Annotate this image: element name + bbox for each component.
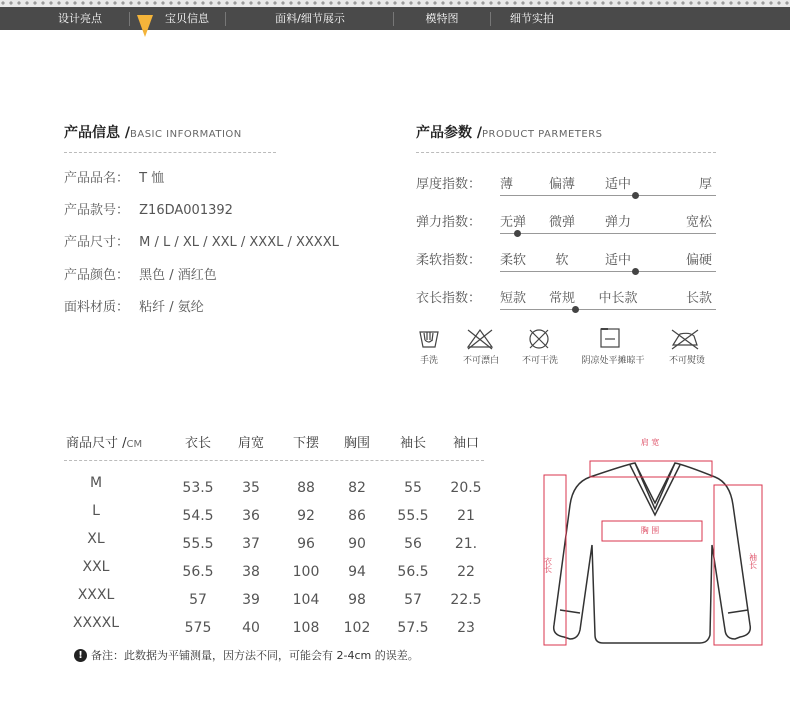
basic-info-heading xyxy=(64,122,242,142)
param-selected-dot xyxy=(514,230,521,237)
table-value-cell: 22.5 xyxy=(450,592,482,608)
parameters-title: 产品参数 / xyxy=(416,125,482,141)
warning-icon: ! xyxy=(74,649,87,662)
info-label: 产品颜色： xyxy=(64,268,130,283)
info-value: T 恤 xyxy=(139,171,165,186)
param-option: 中长款 xyxy=(598,291,638,306)
table-value-cell: 39 xyxy=(242,592,260,608)
dry-flat-shade-icon xyxy=(601,329,619,347)
measurement-guides xyxy=(544,461,762,645)
note-text: 备注：此数据为平铺测量，因方法不同，可能会有 2-4cm 的误差。 xyxy=(91,649,419,662)
nav-active-pointer xyxy=(137,15,153,37)
table-value-cell: 90 xyxy=(348,536,366,552)
dotted-border xyxy=(0,0,790,7)
param-option: 适中 xyxy=(604,177,631,192)
garment-diagram xyxy=(540,425,770,655)
table-column-header: 袖长 xyxy=(399,436,426,451)
table-value-cell: 57 xyxy=(189,592,207,608)
param-option: 偏薄 xyxy=(548,177,575,192)
table-size-cell: XXXL xyxy=(77,587,115,603)
table-column-header: 袖口 xyxy=(452,436,479,451)
table-value-cell: 108 xyxy=(292,620,320,636)
param-option: 厚 xyxy=(698,177,712,192)
table-value-cell: 57 xyxy=(404,592,422,608)
info-value: 粘纤 / 氨纶 xyxy=(139,300,204,315)
table-value-cell: 57.5 xyxy=(397,620,429,636)
param-scale-line xyxy=(500,309,716,310)
measurement-note xyxy=(74,647,419,663)
param-option: 宽松 xyxy=(685,215,712,230)
table-value-cell: 35 xyxy=(242,480,260,496)
table-value-cell: 21 xyxy=(457,508,475,524)
param-option: 短款 xyxy=(500,291,527,306)
table-value-cell: 56.5 xyxy=(182,564,214,580)
table-value-cell: 55.5 xyxy=(397,508,429,524)
table-value-cell: 40 xyxy=(242,620,260,636)
basic-info-title: 产品信息 / xyxy=(64,125,130,141)
info-row-material xyxy=(64,296,204,315)
table-value-cell: 23 xyxy=(457,620,475,636)
table-value-cell: 21. xyxy=(454,536,478,552)
table-value-cell: 100 xyxy=(292,564,320,580)
param-option: 柔软 xyxy=(500,253,527,268)
table-value-cell: 96 xyxy=(297,536,315,552)
divider xyxy=(416,152,716,153)
hand-wash-icon xyxy=(420,332,438,347)
no-bleach-icon xyxy=(468,330,492,349)
info-row-name xyxy=(64,167,164,186)
size-table-title xyxy=(66,432,142,451)
param-scale-line xyxy=(500,195,716,196)
no-dry-clean-icon xyxy=(530,330,548,348)
info-label: 面料材质： xyxy=(64,300,130,315)
basic-info-subtitle: BASIC INFORMATION xyxy=(130,129,242,140)
table-column-header: 衣长 xyxy=(184,436,211,451)
table-value-cell: 94 xyxy=(348,564,366,580)
parameters-subtitle: PRODUCT PARMETERS xyxy=(482,129,603,140)
divider xyxy=(64,152,276,153)
param-option: 软 xyxy=(555,253,569,268)
param-selected-dot xyxy=(632,192,639,199)
care-label: 阴凉处平摊晾干 xyxy=(581,356,645,366)
length-label: 衣长 xyxy=(543,557,553,573)
param-option: 长款 xyxy=(685,291,712,306)
care-label: 不可漂白 xyxy=(462,356,499,366)
param-option: 微弹 xyxy=(548,215,575,230)
table-value-cell: 575 xyxy=(184,620,212,636)
table-value-cell: 36 xyxy=(242,508,260,524)
table-value-cell: 102 xyxy=(343,620,371,636)
nav-item-detail[interactable]: 细节实拍 xyxy=(510,12,554,25)
sleeve-label: 袖长 xyxy=(748,553,758,569)
info-value: 黑色 / 酒红色 xyxy=(139,268,217,283)
param-label: 柔软指数： xyxy=(416,253,482,268)
table-value-cell: 54.5 xyxy=(182,508,214,524)
chest-label: 胸 围 xyxy=(640,526,660,535)
info-label: 产品尺寸： xyxy=(64,235,130,250)
care-icons-svg xyxy=(416,327,716,353)
table-size-cell: XL xyxy=(87,531,105,547)
info-label: 产品品名： xyxy=(64,171,130,186)
param-selected-dot xyxy=(572,306,579,313)
table-value-cell: 37 xyxy=(242,536,260,552)
nav-divider xyxy=(129,12,130,26)
param-option: 偏硬 xyxy=(685,253,712,268)
parameters-heading xyxy=(416,122,603,142)
care-label: 手洗 xyxy=(419,356,438,366)
info-value: M / L / XL / XXL / XXXL / XXXXL xyxy=(139,235,339,250)
param-scale-line xyxy=(500,233,716,234)
size-table-label: 商品尺寸 / xyxy=(66,436,127,451)
divider xyxy=(64,460,484,461)
param-option: 无弹 xyxy=(500,215,527,230)
size-table-unit: CM xyxy=(126,439,143,450)
table-size-cell: XXXXL xyxy=(72,615,120,631)
table-value-cell: 38 xyxy=(242,564,260,580)
nav-divider xyxy=(490,12,491,26)
param-label: 衣长指数： xyxy=(416,291,482,306)
table-value-cell: 20.5 xyxy=(450,480,482,496)
care-icons-row xyxy=(416,327,716,367)
table-column-header: 胸围 xyxy=(343,436,370,451)
param-selected-dot xyxy=(632,268,639,275)
info-row-color xyxy=(64,264,217,283)
no-iron-icon xyxy=(672,330,698,349)
param-label: 弹力指数： xyxy=(416,215,482,230)
table-value-cell: 82 xyxy=(348,480,366,496)
table-value-cell: 22 xyxy=(457,564,475,580)
table-size-cell: L xyxy=(92,503,100,519)
table-value-cell: 56.5 xyxy=(397,564,429,580)
table-value-cell: 92 xyxy=(297,508,315,524)
nav-item-design[interactable]: 设计亮点 xyxy=(58,12,102,25)
info-row-size xyxy=(64,231,339,250)
care-label: 不可熨烫 xyxy=(668,356,705,366)
table-value-cell: 55 xyxy=(404,480,422,496)
nav-divider xyxy=(225,12,226,26)
table-size-cell: M xyxy=(89,475,103,491)
table-value-cell: 53.5 xyxy=(182,480,214,496)
table-column-header: 下摆 xyxy=(292,436,319,451)
param-option: 常规 xyxy=(548,291,575,306)
table-value-cell: 104 xyxy=(292,592,320,608)
param-label: 厚度指数： xyxy=(416,177,482,192)
nav-divider xyxy=(393,12,394,26)
info-label: 产品款号： xyxy=(64,203,130,218)
info-value: Z16DA001392 xyxy=(139,203,233,218)
tshirt-outline xyxy=(554,463,751,643)
table-value-cell: 56 xyxy=(404,536,422,552)
table-value-cell: 86 xyxy=(348,508,366,524)
nav-item-fabric[interactable]: 面料/细节展示 xyxy=(275,12,345,25)
table-size-cell: XXL xyxy=(82,559,110,575)
shoulder-label: 肩 宽 xyxy=(640,438,660,447)
table-column-header: 肩宽 xyxy=(237,436,264,451)
param-scale-line xyxy=(500,271,716,272)
nav-item-info[interactable]: 宝贝信息 xyxy=(165,12,209,25)
table-value-cell: 55.5 xyxy=(182,536,214,552)
care-label: 不可干洗 xyxy=(521,356,558,366)
param-option: 薄 xyxy=(500,177,514,192)
info-row-code xyxy=(64,199,233,218)
table-value-cell: 88 xyxy=(297,480,315,496)
param-option: 适中 xyxy=(604,253,631,268)
param-option: 弹力 xyxy=(604,215,631,230)
table-value-cell: 98 xyxy=(348,592,366,608)
nav-item-model[interactable]: 模特图 xyxy=(425,12,459,25)
